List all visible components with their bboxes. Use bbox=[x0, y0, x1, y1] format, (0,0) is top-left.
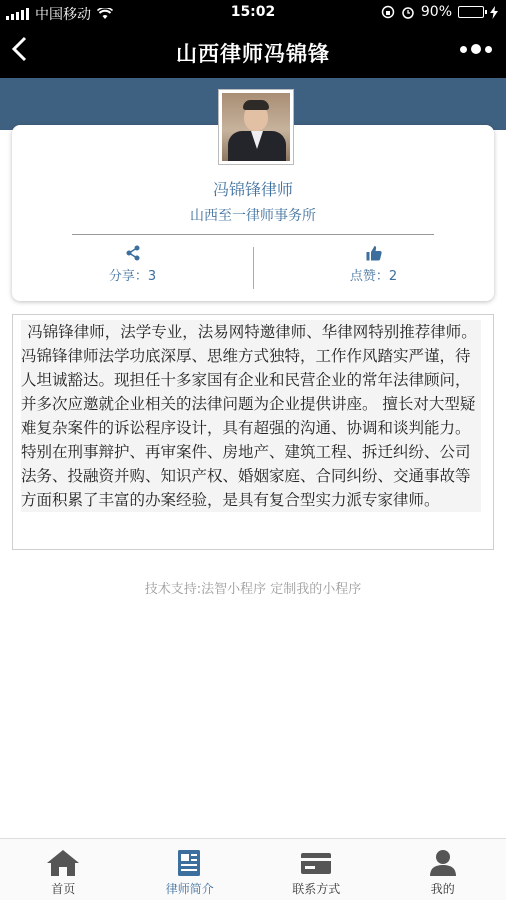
profile-doc-icon bbox=[176, 849, 204, 877]
tab-label: 律师简介 bbox=[165, 882, 214, 896]
contact-card-icon bbox=[300, 849, 332, 877]
tab-mine[interactable] bbox=[380, 839, 506, 900]
nav-bar bbox=[0, 26, 506, 78]
avatar bbox=[218, 89, 294, 165]
tab-label: 联系方式 bbox=[292, 882, 341, 896]
tech-support-link[interactable]: 技术支持:法智小程序 定制我的小程序 bbox=[144, 582, 362, 597]
page-title: 山西律师冯锦锋 bbox=[176, 42, 330, 66]
tab-lawyer-profile[interactable] bbox=[127, 839, 254, 900]
share-icon bbox=[125, 245, 141, 261]
like-label: 点赞： bbox=[349, 269, 389, 284]
lawyer-name: 冯锦锋律师 bbox=[212, 180, 293, 199]
carrier-label: 中国移动 bbox=[35, 7, 91, 23]
share-label: 分享： bbox=[108, 269, 148, 284]
status-bar bbox=[0, 0, 506, 26]
card-divider bbox=[72, 234, 434, 235]
status-time: 15:02 bbox=[230, 4, 276, 20]
charging-icon bbox=[490, 6, 498, 19]
like-button[interactable] bbox=[253, 245, 494, 284]
share-button[interactable] bbox=[12, 245, 253, 284]
lawyer-firm: 山西至一律师事务所 bbox=[190, 208, 316, 224]
tab-bar bbox=[0, 838, 506, 900]
more-dot-icon bbox=[460, 46, 467, 53]
status-right bbox=[381, 4, 498, 20]
tab-home[interactable] bbox=[0, 839, 127, 900]
avatar-photo bbox=[222, 93, 290, 161]
bio-text: 冯锦锋律师，法学专业，法易网特邀律师、华律网特别推荐律师。冯锦锋律师法学功底深厚、思维方式独特，工作作风踏实严谨，待人坦诚豁达。现担任十多家国有企业和民营企业的常年法律顾问，并多次应邀就企业相关的法律问题为企业提供讲座。 擅长对大型疑难复杂案件的诉讼程序设计，具有超强的沟通、协调和谈判能力。特别在刑事辩护、再审案件、房地产、建筑工程、拆迁纠纷、公司法务、投融资并购、知识产权、婚姻家庭、合同纠纷、交通事故等方面积累了丰富的办案经验，是具有复合型实力派专家律师。 bbox=[21, 320, 481, 512]
battery-icon bbox=[458, 6, 484, 18]
tab-label: 我的 bbox=[430, 882, 455, 896]
tab-contact[interactable] bbox=[253, 839, 380, 900]
battery-percent: 90% bbox=[420, 4, 452, 20]
more-dot-icon bbox=[471, 44, 481, 54]
thumbs-up-icon bbox=[366, 245, 382, 261]
share-count: 3 bbox=[147, 269, 157, 284]
lawyer-bio bbox=[12, 314, 494, 550]
home-icon bbox=[46, 849, 80, 877]
profile-card bbox=[12, 125, 494, 301]
like-count: 2 bbox=[388, 269, 398, 284]
alarm-icon bbox=[401, 5, 415, 19]
more-dot-icon bbox=[485, 46, 492, 53]
tab-label: 首页 bbox=[51, 882, 76, 896]
user-icon bbox=[428, 849, 458, 877]
more-button[interactable] bbox=[460, 44, 492, 54]
rotation-lock-icon bbox=[381, 5, 395, 19]
